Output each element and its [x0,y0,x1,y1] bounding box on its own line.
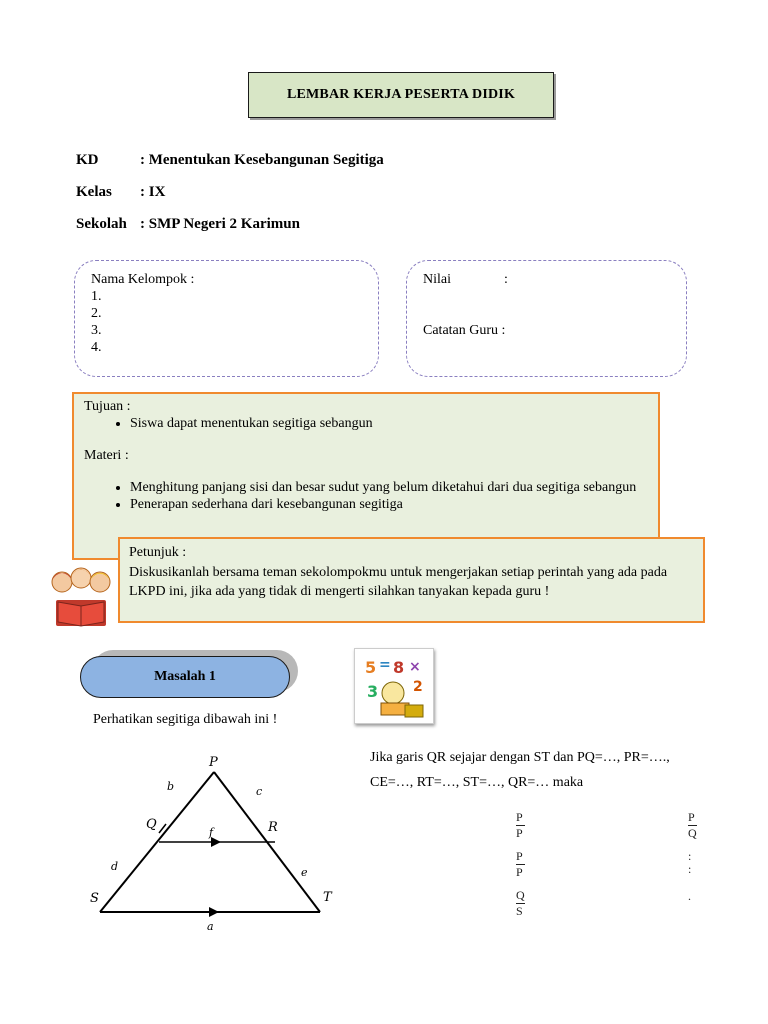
fraction-term: : [688,849,692,863]
fraction-column-left [516,812,525,928]
worksheet-title: LEMBAR KERJA PESERTA DIDIK [248,72,554,118]
kd-label: KD [76,152,99,168]
petunjuk-text: Diskusikanlah bersama teman sekolompokmu untuk mengerjakan setiap perintah yang ada pada LKPD ini, jika ada yang tidak di mengerti silahkan tanyakan kepada guru ! [129,564,668,599]
materi-item: • Penerapan sederhana dari kesebangunan segitiga [130,496,648,513]
label-f: f [209,826,214,839]
label-b: b [167,780,175,793]
group-member-2: 2. [91,306,102,321]
group-member-4: 4. [91,340,102,355]
label-s: S [90,891,99,906]
group-members-box [74,260,379,377]
fraction-term: P [516,865,523,879]
materi-item: • Menghitung panjang sisi dan besar sudut yang belum diketahui dari dua segitiga sebangun [130,479,648,496]
svg-text:8: 8 [393,658,405,677]
svg-text:3: 3 [367,682,379,701]
svg-text:2: 2 [413,679,423,695]
label-d: d [111,860,119,873]
label-a: a [207,920,214,933]
fraction-term: P [516,851,525,865]
fraction-term: P [688,812,697,826]
fraction-column-right [688,812,697,916]
materi-list [84,479,648,513]
sekolah-label: Sekolah [76,216,127,232]
label-p: P [209,755,218,770]
math-symbols-icon [355,649,433,723]
masalah-instruction: Perhatikan segitiga dibawah ini ! [93,712,278,727]
svg-text:5: 5 [365,658,377,677]
triangle-diagram [80,750,340,940]
group-member-3: 3. [91,323,102,338]
svg-text:=: = [379,657,391,673]
instructions-box [118,537,705,623]
grade-box [406,260,687,377]
group-title: Nama Kelompok : [91,272,195,287]
fraction-term: . [688,889,691,903]
objectives-box [72,392,660,560]
fraction-term: : [688,862,692,876]
label-t: T [323,890,332,905]
materi-heading: Materi : [84,448,129,463]
tujuan-list [84,415,648,432]
catatan-guru-label: Catatan Guru : [423,323,506,338]
children-reading-illustration [48,562,114,630]
problem-line-1: Jika garis QR sejajar dengan ST dan PQ=…, PR=…., [370,750,670,765]
masalah-label: Masalah 1 [80,656,290,698]
tujuan-heading: Tujuan : [84,399,131,414]
kd-value: : Menentukan Kesebangunan Segitiga [140,152,384,168]
kelas-value: : IX [140,184,166,200]
parallel-arrow-st [209,907,219,917]
fraction-term: S [516,904,523,918]
sekolah-value: : SMP Negeri 2 Karimun [140,216,300,232]
fraction-term: P [516,826,523,840]
label-c: c [256,785,263,798]
nilai-label: Nilai [423,272,451,287]
problem-line-2: CE=…, RT=…, ST=…, QR=… maka [370,775,584,790]
kelas-label: Kelas [76,184,112,200]
label-e: e [301,866,308,879]
fraction-term: Q [688,826,697,840]
petunjuk-heading: Petunjuk : [129,545,187,560]
fraction-term: P [516,812,525,826]
nilai-colon: : [504,272,508,287]
label-q: Q [146,817,157,832]
fraction-term: Q [516,888,525,902]
label-r: R [268,820,278,835]
group-member-1: 1. [91,289,102,304]
math-clipart-frame [354,648,434,724]
svg-text:×: × [409,659,421,675]
tujuan-item: • Siswa dapat menentukan segitiga sebangun [130,415,648,432]
